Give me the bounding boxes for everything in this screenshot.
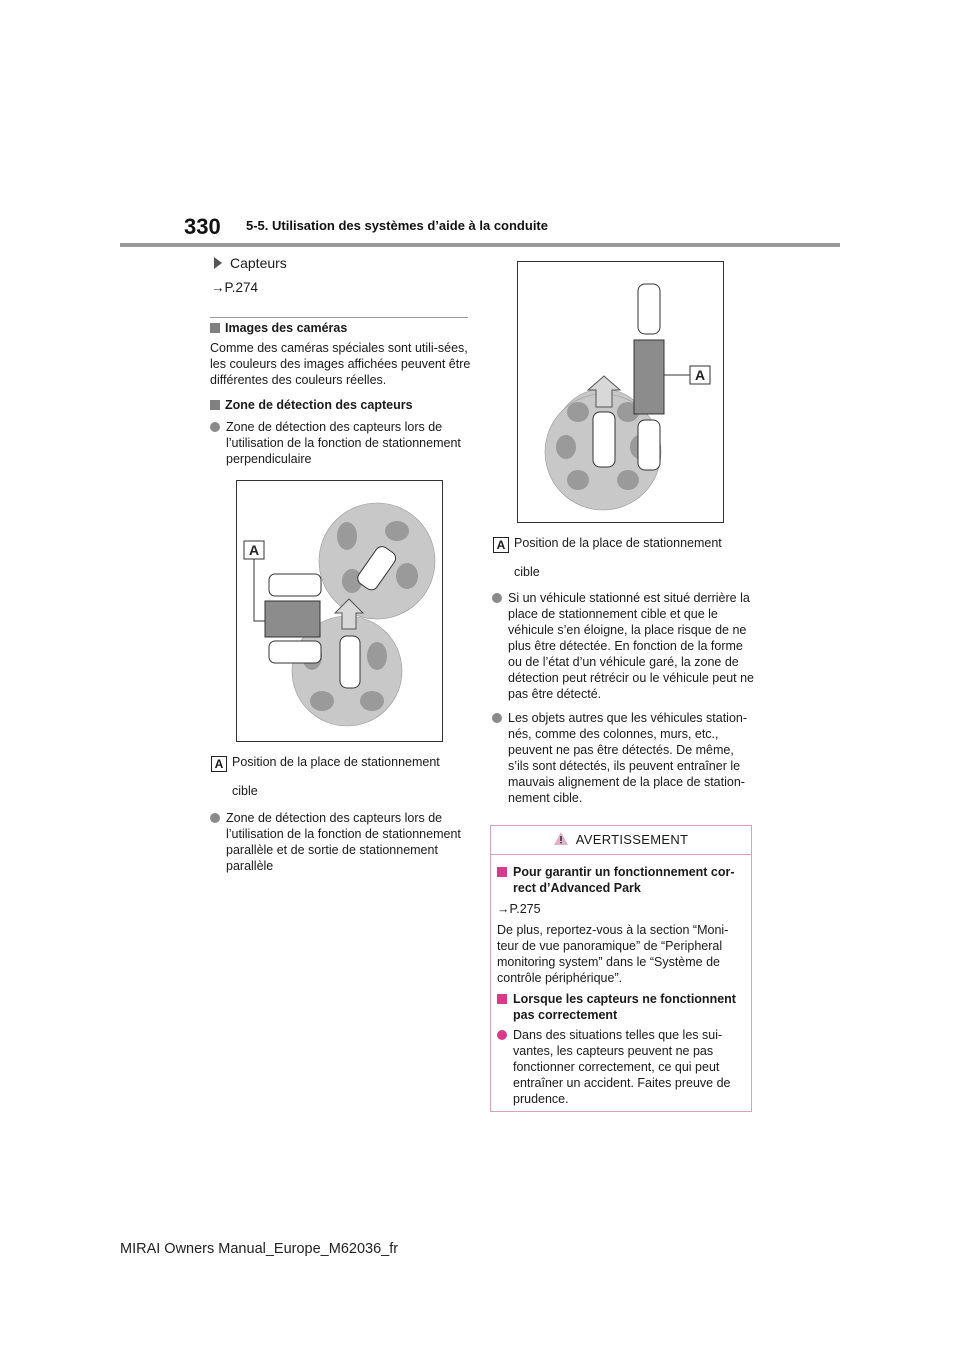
right-caption <box>493 535 722 553</box>
figure-label-a: A <box>249 542 260 558</box>
square-bullet-icon <box>210 323 220 333</box>
right-bullet-1 <box>492 590 754 701</box>
zone-heading-text: Zone de détection des capteurs <box>225 398 413 412</box>
footer-doc-id: MIRAI Owners Manual_Europe_M62036_fr <box>120 1241 399 1257</box>
round-bullet-icon <box>492 713 502 723</box>
warning-heading-2-text: Lorsque les capteurs ne fonctionnent pas correctement <box>513 992 736 1022</box>
sensor-zone-diagram <box>237 481 442 741</box>
warning-header <box>491 826 751 855</box>
section-divider <box>210 317 468 318</box>
capteurs-heading <box>214 255 287 271</box>
zone-bullet-1 <box>210 419 472 466</box>
images-text: Comme des caméras spéciales sont utili-sées, les couleurs des images affichées peuvent être différentes des couleurs réelles. <box>210 341 471 387</box>
right-bullet-2-text: Les objets autres que les véhicules station-nés, comme des colonnes, murs, etc., peuvent ne pas être détectés. De même, s’ils sont détectés, ils peuvent entraîner le mauvais alignement de la place de station-nement cible. <box>508 711 748 805</box>
figure-label-a: A <box>695 367 706 383</box>
left-caption-line2: cible <box>232 784 258 798</box>
square-bullet-icon <box>497 994 507 1004</box>
left-caption-line1: Position de la place de stationnement <box>232 755 440 769</box>
warning-paragraph: De plus, reportez-vous à la section “Moni-teur de vue panoramique” de “Peripheral monitoring system” dans le “Système de contrôle périphérique”. <box>497 923 729 985</box>
warning-heading-1-text: Pour garantir un fonctionnement cor-rect d’Advanced Park <box>513 865 735 895</box>
warning-bullet-text: Dans des situations telles que les sui-vantes, les capteurs peuvent ne pas fonctionner correctement, ce qui peut entraîner un accident. Faites preuve de prudence. <box>513 1028 731 1106</box>
capteurs-title: Capteurs <box>230 255 287 271</box>
zone-bullet-1-text: Zone de détection des capteurs lors de l’utilisation de la fonction de stationnement perpendiculaire <box>226 420 461 466</box>
round-bullet-icon <box>210 422 220 432</box>
right-caption-line2: cible <box>514 565 540 579</box>
right-caption-line1: Position de la place de stationnement <box>514 536 722 550</box>
warning-title: AVERTISSEMENT <box>575 832 689 847</box>
parallel-zone-diagram <box>518 262 723 522</box>
images-heading <box>210 320 347 336</box>
triangle-bullet-icon <box>214 257 222 269</box>
warning-bullet <box>497 1027 745 1106</box>
header-rule <box>120 243 840 247</box>
zone-heading <box>210 397 413 413</box>
capteurs-ref[interactable]: →P.274 <box>211 280 259 295</box>
right-bullet-1-text: Si un véhicule stationné est situé derrière la place de stationnement cible et que le véhicule s’en éloigne, la place risque de ne plus être détectée. En fonction de la forme ou de l’état d’un véhicule garé, la zone de détection peut rétrécir ou le véhicule peut ne pas être détecté. <box>508 591 754 701</box>
round-bullet-icon <box>210 813 220 823</box>
round-bullet-icon <box>497 1030 507 1040</box>
warning-triangle-icon <box>554 832 568 845</box>
zone-bullet-2-text: Zone de détection des capteurs lors de l’utilisation de la fonction de stationnement parallèle et de sortie de stationnement parallèle <box>226 811 461 873</box>
caption-label-a: A <box>493 537 509 553</box>
zone-bullet-2 <box>210 810 472 873</box>
figure-parallel-parking <box>517 261 724 523</box>
page-number: 330 <box>184 214 221 239</box>
warning-box <box>490 825 752 1112</box>
section-title: 5-5. Utilisation des systèmes d’aide à la conduite <box>246 218 548 233</box>
square-bullet-icon <box>497 867 507 877</box>
warning-heading-2 <box>497 991 745 1022</box>
left-caption <box>211 754 440 772</box>
square-bullet-icon <box>210 400 220 410</box>
warning-ref[interactable]: →P.275 <box>497 902 541 916</box>
warning-heading-1 <box>497 864 745 895</box>
round-bullet-icon <box>492 593 502 603</box>
caption-label-a: A <box>211 756 227 772</box>
images-heading-text: Images des caméras <box>225 321 348 335</box>
right-bullet-2 <box>492 710 754 805</box>
figure-perpendicular-parking <box>236 480 443 742</box>
